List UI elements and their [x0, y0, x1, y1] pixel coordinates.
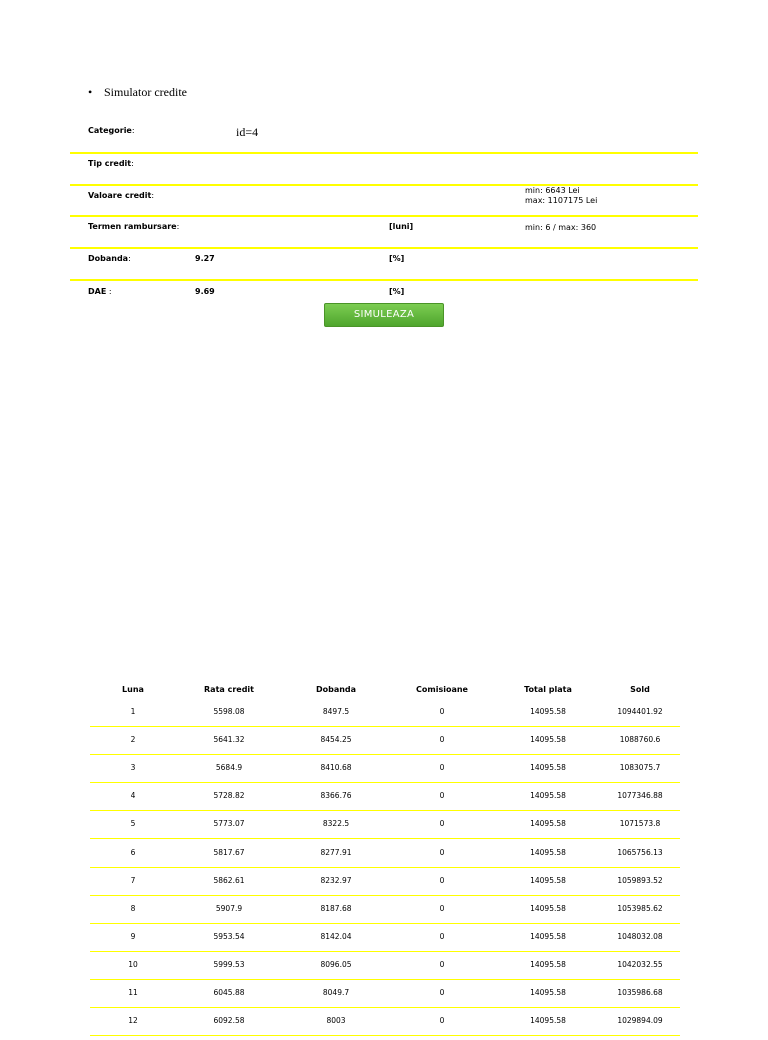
table-cell: 8497.5 [322, 707, 350, 716]
table-cell: 1 [130, 707, 136, 716]
table-cell: 5641.32 [213, 735, 245, 745]
table-cell: 0 [439, 903, 445, 913]
table-cell: 11 [128, 988, 138, 997]
categorie-label: Categorie: [88, 126, 135, 135]
table-cell: 8366.76 [320, 791, 352, 801]
valoare-min-note: min: 6643 Lei [525, 186, 580, 195]
table-row [90, 956, 680, 984]
bullet-marker: • [88, 85, 93, 99]
table-row [90, 1012, 680, 1040]
table-cell: 10 [128, 959, 138, 969]
table-cell: 1053985.62 [617, 903, 663, 913]
row-divider [90, 951, 680, 952]
table-row [90, 984, 680, 1012]
table-cell: 14095.58 [530, 875, 566, 885]
table-cell: 8003 [326, 1016, 346, 1026]
table-cell: 1088760.6 [619, 735, 661, 745]
credit-form [0, 0, 768, 340]
table-cell: 14095.58 [530, 959, 566, 969]
row-divider [90, 1007, 680, 1008]
table-row [90, 731, 680, 759]
table-cell: 12 [128, 1016, 138, 1026]
form-rule [70, 184, 698, 186]
row-divider [90, 754, 680, 755]
form-rule [70, 152, 698, 154]
header-comisioane: Comisioane [416, 685, 468, 694]
table-row [90, 872, 680, 900]
simulator-title: Simulator credite [104, 85, 187, 99]
table-row [90, 928, 680, 956]
row-divider [90, 979, 680, 980]
termen-unit: [luni] [389, 222, 414, 231]
tip-credit-label: Tip credit: [88, 159, 134, 168]
table-header [90, 676, 680, 704]
table-cell: 8232.97 [320, 875, 352, 885]
table-cell: 1048032.08 [617, 931, 663, 941]
row-divider [90, 782, 680, 783]
header-total-plata: Total plata [524, 685, 572, 694]
amortization-table [90, 676, 680, 1024]
table-cell: 5953.54 [213, 931, 245, 941]
table-cell: 0 [439, 1016, 445, 1026]
valoare-credit-label: Valoare credit: [88, 191, 155, 200]
row-divider [90, 923, 680, 924]
table-cell: 5907.9 [215, 903, 243, 913]
table-cell: 8277.91 [320, 847, 352, 857]
dobanda-label: Dobanda: [88, 254, 131, 263]
table-cell: 14095.58 [530, 988, 566, 997]
table-cell: 0 [439, 847, 445, 857]
form-rule [70, 279, 698, 281]
table-cell: 8 [130, 903, 136, 913]
header-dobanda: Dobanda [315, 685, 357, 694]
table-cell: 14095.58 [530, 763, 566, 773]
table-cell: 0 [439, 791, 445, 801]
form-rule [70, 247, 698, 249]
table-row [90, 815, 680, 843]
table-cell: 14095.58 [530, 735, 566, 745]
header-sold: Sold [630, 685, 650, 694]
categorie-value: id=4 [236, 125, 259, 139]
termen-note: min: 6 / max: 360 [525, 223, 597, 232]
table-cell: 14095.58 [530, 791, 566, 801]
table-cell: 0 [439, 959, 445, 969]
table-row [90, 844, 680, 872]
valoare-max-note: max: 1107175 Lei [525, 196, 598, 205]
simuleaza-button[interactable]: SIMULEAZA [324, 303, 444, 327]
table-cell: 1077346.88 [617, 791, 663, 801]
table-cell: 0 [439, 988, 445, 997]
table-cell: 6092.58 [213, 1016, 245, 1026]
table-row [90, 759, 680, 787]
table-cell: 14095.58 [530, 903, 566, 913]
table-row [90, 703, 680, 731]
row-divider [90, 867, 680, 868]
table-cell: 14095.58 [530, 1016, 566, 1026]
table-cell: 6045.88 [213, 988, 245, 997]
dobanda-value: 9.27 [195, 254, 215, 263]
table-row [90, 900, 680, 928]
table-cell: 9 [130, 931, 136, 941]
dae-unit: [%] [389, 287, 405, 296]
row-divider [90, 810, 680, 811]
table-cell: 8142.04 [320, 931, 352, 941]
table-cell: 8187.68 [320, 903, 352, 913]
dae-label: DAE : [88, 287, 112, 296]
form-rule [70, 215, 698, 217]
table-row [90, 787, 680, 815]
table-cell: 0 [439, 875, 445, 885]
dobanda-unit: [%] [389, 254, 405, 263]
table-cell: 4 [130, 791, 136, 801]
row-divider [90, 838, 680, 839]
table-cell: 0 [439, 735, 445, 745]
table-cell: 14095.58 [530, 847, 566, 857]
table-cell: 0 [439, 707, 445, 716]
table-cell: 8322.5 [322, 819, 350, 829]
table-cell: 1029894.09 [617, 1016, 663, 1026]
table-cell: 5598.08 [213, 707, 245, 716]
table-cell: 1071573.8 [619, 819, 661, 829]
table-cell: 7 [130, 875, 136, 885]
row-divider [90, 895, 680, 896]
table-cell: 8410.68 [320, 763, 352, 773]
table-cell: 0 [439, 931, 445, 941]
table-cell: 5773.07 [213, 819, 245, 829]
table-cell: 8454.25 [320, 735, 352, 745]
table-cell: 14095.58 [530, 819, 566, 829]
table-cell: 5862.61 [213, 875, 245, 885]
table-cell: 5728.82 [213, 791, 245, 801]
table-cell: 8096.05 [320, 959, 352, 969]
table-cell: 0 [439, 763, 445, 773]
termen-label: Termen rambursare: [88, 222, 180, 231]
table-cell: 14095.58 [530, 931, 566, 941]
table-cell: 8049.7 [322, 988, 350, 997]
table-cell: 5999.53 [213, 959, 245, 969]
table-cell: 1065756.13 [617, 847, 663, 857]
table-cell: 5684.9 [215, 763, 243, 773]
table-cell: 0 [439, 819, 445, 829]
table-cell: 1035986.68 [617, 988, 663, 997]
table-cell: 1083075.7 [619, 763, 661, 773]
table-cell: 5817.67 [213, 847, 245, 857]
table-cell: 5 [130, 819, 136, 829]
table-cell: 1094401.92 [617, 707, 663, 716]
table-cell: 2 [130, 735, 136, 745]
dae-value: 9.69 [195, 287, 215, 296]
row-divider [90, 1035, 680, 1036]
header-rata-credit: Rata credit [204, 685, 254, 694]
table-cell: 14095.58 [530, 707, 566, 716]
table-cell: 3 [130, 763, 136, 773]
row-divider [90, 726, 680, 727]
table-cell: 1059893.52 [617, 875, 663, 885]
table-cell: 1042032.55 [617, 959, 663, 969]
table-cell: 6 [130, 847, 136, 857]
header-luna: Luna [122, 685, 144, 694]
